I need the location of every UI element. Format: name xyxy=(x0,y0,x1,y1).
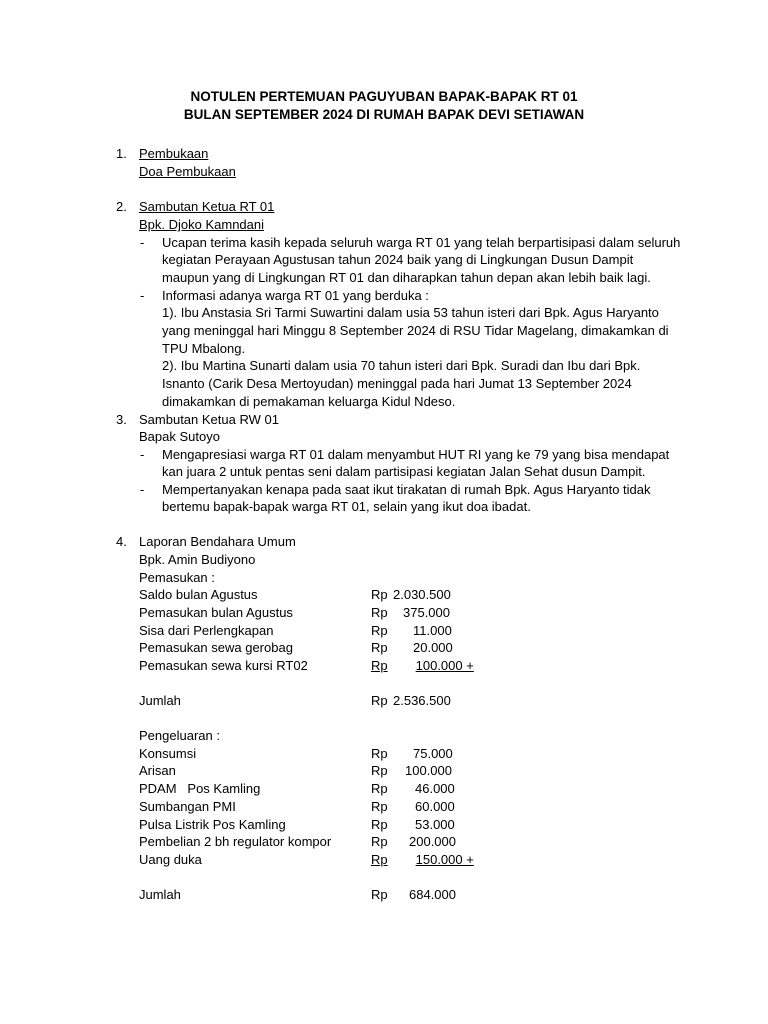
income-item-amount: 2.030.500 xyxy=(393,587,451,602)
income-total-label: Jumlah xyxy=(139,693,181,708)
section-2-bullet-2-line: dimakamkan di pemakaman keluarga Kidul Ndeso. xyxy=(162,394,456,409)
bullet-dash: - xyxy=(140,288,145,303)
currency-label: Rp xyxy=(371,746,388,761)
section-2-bullet-2-line: Isnanto (Carik Desa Mertoyudan) meninggal pada hari Jumat 13 September 2024 xyxy=(162,376,632,391)
section-1-heading: Pembukaan xyxy=(139,146,209,161)
section-1-subheading: Doa Pembukaan xyxy=(139,164,236,179)
expense-item-amount: 100.000 xyxy=(405,763,452,778)
bullet-dash: - xyxy=(140,235,145,250)
currency-label: Rp xyxy=(371,799,388,814)
expense-item-label: Pembelian 2 bh regulator kompor xyxy=(139,834,332,849)
currency-label: Rp xyxy=(371,693,388,708)
section-3-heading: Sambutan Ketua RW 01 xyxy=(139,412,279,427)
income-item-amount: 20.000 xyxy=(413,640,453,655)
expense-total-underline-row xyxy=(371,851,474,869)
document-title-line-1: NOTULEN PERTEMUAN PAGUYUBAN BAPAK-BAPAK RT 01 xyxy=(190,89,578,104)
currency-label: Rp xyxy=(371,605,388,620)
pemasukan-heading: Pemasukan : xyxy=(139,570,215,585)
section-3-bullet-2-line: bertemu bapak-bapak warga RT 01, selain yang ikut doa ibadat. xyxy=(162,499,531,514)
income-item-label: Pemasukan sewa gerobag xyxy=(139,640,293,655)
income-item-amount: 100.000 + xyxy=(415,658,474,673)
document-title-line-2: BULAN SEPTEMBER 2024 DI RUMAH BAPAK DEVI SETIAWAN xyxy=(183,107,585,122)
section-2-bullet-2-line: TPU Mbalong. xyxy=(162,341,246,356)
expense-item-label: Sumbangan PMI xyxy=(139,799,236,814)
bullet-dash: - xyxy=(140,447,145,462)
expense-item-amount: 150.000 + xyxy=(415,852,474,867)
income-item-label: Pemasukan bulan Agustus xyxy=(139,605,293,620)
expense-item-label: Pulsa Listrik Pos Kamling xyxy=(139,817,286,832)
section-3-bullet-2-line: Mempertanyakan kenapa pada saat ikut tirakatan di rumah Bpk. Agus Haryanto tidak xyxy=(162,482,651,497)
section-2-bullet-1-line: Ucapan terima kasih kepada seluruh warga RT 01 yang telah berpartisipasi dalam seluruh xyxy=(162,235,681,250)
income-item-label: Sisa dari Perlengkapan xyxy=(139,623,274,638)
section-2-bullet-1-line: kegiatan Perayaan Agustusan tahun 2024 baik yang di Lingkungan Dusun Dampit xyxy=(162,252,634,267)
expense-item-amount: 75.000 xyxy=(413,746,453,761)
pengeluaran-heading: Pengeluaran : xyxy=(139,728,220,743)
income-item-label: Pemasukan sewa kursi RT02 xyxy=(139,658,308,673)
section-3-speaker: Bapak Sutoyo xyxy=(139,429,220,444)
currency-label: Rp xyxy=(371,781,388,796)
currency-label: Rp xyxy=(371,623,388,638)
currency-label: Rp xyxy=(371,640,388,655)
section-2-heading: Sambutan Ketua RT 01 xyxy=(139,199,275,214)
expense-item-label: PDAM Pos Kamling xyxy=(139,781,261,796)
section-4-speaker: Bpk. Amin Budiyono xyxy=(139,552,256,567)
section-2-bullet-1-line: maupun yang di Lingkungan RT 01 dan diharapkan tahun depan akan lebih baik lagi. xyxy=(162,270,651,285)
expense-item-amount: 53.000 xyxy=(415,817,455,832)
section-3-bullet-1-line: kan juara 2 untuk pentas seni dalam partisipasi kegiatan Jalan Sehat dusun Dampit. xyxy=(162,464,646,479)
section-2-speaker: Bpk. Djoko Kamndani xyxy=(139,217,265,232)
income-total-amount: 2.536.500 xyxy=(393,693,451,708)
currency-label: Rp xyxy=(371,763,388,778)
section-1-number: 1. xyxy=(116,146,127,161)
section-2-bullet-2-line: 1). Ibu Anstasia Sri Tarmi Suwartini dalam usia 53 tahun isteri dari Bpk. Agus Haryanto xyxy=(162,305,659,320)
expense-item-label: Konsumsi xyxy=(139,746,197,761)
expense-item-amount: 200.000 xyxy=(409,834,456,849)
section-2-bullet-2-line: 2). Ibu Martina Sunarti dalam usia 70 tahun isteri dari Bpk. Suradi dan Ibu dari Bpk. xyxy=(162,358,641,373)
expense-item-amount: 60.000 xyxy=(415,799,455,814)
expense-item-label: Uang duka xyxy=(139,852,202,867)
currency-label: Rp xyxy=(371,587,388,602)
currency-label: Rp xyxy=(371,658,388,673)
expense-total-label: Jumlah xyxy=(139,887,181,902)
expense-item-amount: 46.000 xyxy=(415,781,455,796)
section-3-bullet-1-line: Mengapresiasi warga RT 01 dalam menyambut HUT RI yang ke 79 yang bisa mendapat xyxy=(162,447,670,462)
income-item-label: Saldo bulan Agustus xyxy=(139,587,258,602)
bullet-dash: - xyxy=(140,482,145,497)
income-item-amount: 11.000 xyxy=(413,623,452,638)
section-2-bullet-2-line: Informasi adanya warga RT 01 yang berduka : xyxy=(162,288,429,303)
currency-label: Rp xyxy=(371,834,388,849)
expense-total-amount: 684.000 xyxy=(409,887,456,902)
section-3-number: 3. xyxy=(116,412,127,427)
income-total-underline-row xyxy=(371,657,474,675)
currency-label: Rp xyxy=(371,852,388,867)
section-4-number: 4. xyxy=(116,534,127,549)
income-item-amount: 375.000 xyxy=(403,605,450,620)
currency-label: Rp xyxy=(371,887,388,902)
section-2-bullet-2-line: yang meninggal hari Minggu 8 September 2024 di RSU Tidar Magelang, dimakamkan di xyxy=(162,323,669,338)
section-4-heading: Laporan Bendahara Umum xyxy=(139,534,296,549)
expense-item-label: Arisan xyxy=(139,763,176,778)
currency-label: Rp xyxy=(371,817,388,832)
section-2-number: 2. xyxy=(116,199,127,214)
